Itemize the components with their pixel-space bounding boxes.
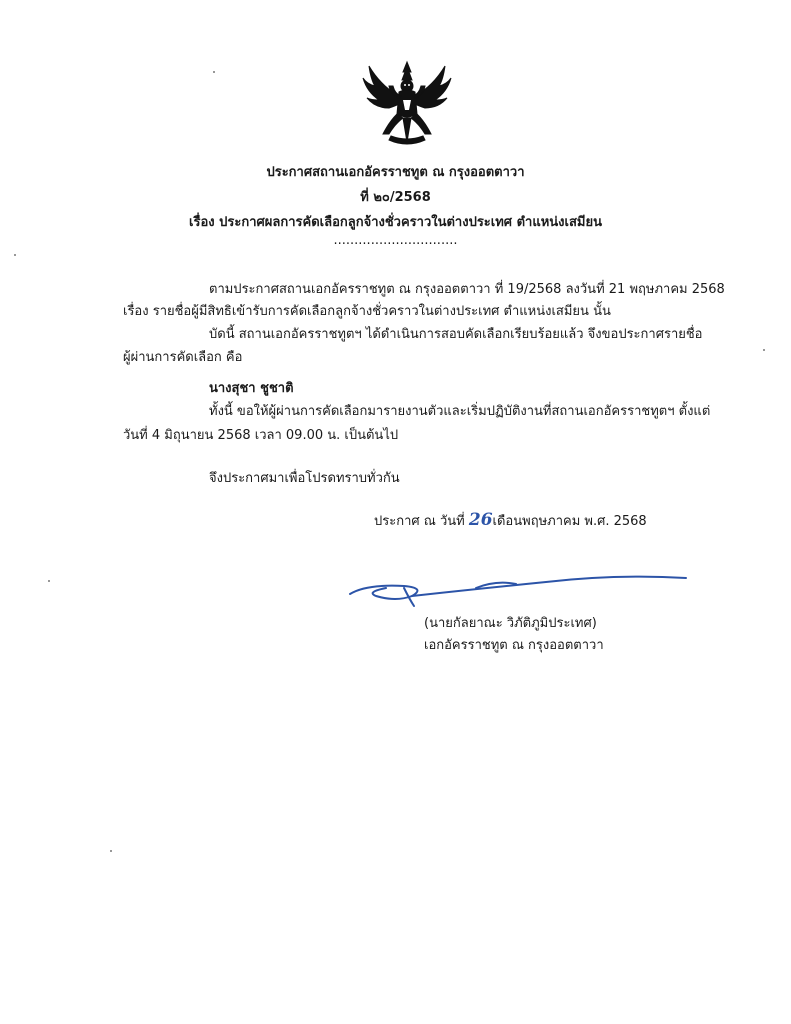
- paragraph-2-line-2: ผู้ผ่านการคัดเลือก คือ: [123, 350, 243, 365]
- signatory-name: (นายกัลยาณะ วิภัติภูมิประเทศ): [424, 616, 597, 631]
- scan-speck: [763, 349, 765, 351]
- selected-candidate-name: นางสุชา ชูชาติ: [209, 381, 294, 396]
- scan-speck: [48, 580, 50, 582]
- handwritten-day: 26: [468, 510, 493, 530]
- garuda-emblem-icon: [359, 56, 455, 152]
- announcement-subject: เรื่อง ประกาศผลการคัดเลือกลูกจ้างชั่วคราวในต่างประเทศ ตำแหน่งเสมียน: [189, 215, 602, 230]
- announcement-number: ที่ ๒๐/2568: [360, 190, 431, 205]
- paragraph-1-line-2: เรื่อง รายชื่อผู้มีสิทธิเข้ารับการคัดเลือกลูกจ้างชั่วคราวในต่างประเทศ ตำแหน่งเสมียน นั้น: [123, 304, 611, 319]
- dateline-suffix: เดือนพฤษภาคม พ.ศ. 2568: [492, 514, 647, 529]
- issuer-heading: ประกาศสถานเอกอัครราชทูต ณ กรุงออตตาวา: [266, 165, 525, 180]
- dateline-prefix: ประกาศ ณ วันที่: [374, 514, 465, 529]
- closing-statement: จึงประกาศมาเพื่อโปรดทราบทั่วกัน: [209, 471, 400, 486]
- heading-divider: ..............................: [333, 233, 458, 248]
- scan-speck: [14, 254, 16, 256]
- scan-speck: [213, 71, 215, 73]
- paragraph-1-line-1: ตามประกาศสถานเอกอัครราชทูต ณ กรุงออตตาวา ที่ 19/2568 ลงวันที่ 21 พฤษภาคม 2568: [209, 282, 725, 297]
- paragraph-3-line-2: วันที่ 4 มิถุนายน 2568 เวลา 09.00 น. เป็นต้นไป: [123, 428, 399, 443]
- paragraph-3-line-1: ทั้งนี้ ขอให้ผู้ผ่านการคัดเลือกมารายงานตัวและเริ่มปฏิบัติงานที่สถานเอกอัครราชทูตฯ ตั้งแต่: [209, 404, 711, 419]
- scan-speck: [110, 850, 112, 852]
- handwritten-signature: [346, 566, 696, 616]
- signatory-title: เอกอัครราชทูต ณ กรุงออตตาวา: [424, 638, 604, 653]
- dateline: [374, 510, 647, 531]
- paragraph-2-line-1: บัดนี้ สถานเอกอัครราชทูตฯ ได้ดำเนินการสอบคัดเลือกเรียบร้อยแล้ว จึงขอประกาศรายชื่อ: [209, 327, 703, 342]
